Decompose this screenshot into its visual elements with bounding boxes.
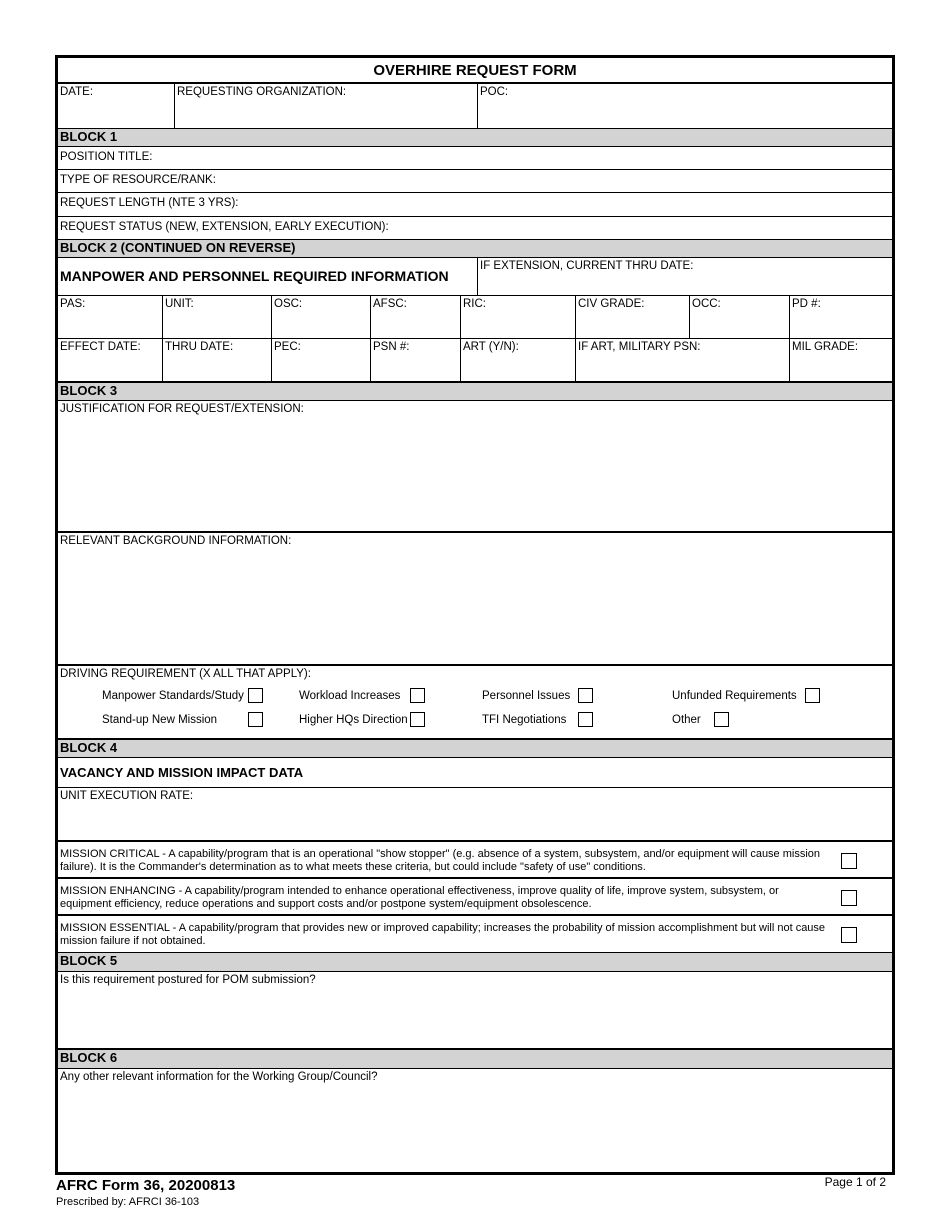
ric-field[interactable]: RIC: bbox=[461, 296, 576, 338]
form-id: AFRC Form 36, 20200813 bbox=[56, 1177, 236, 1194]
block4-heading: BLOCK 4 bbox=[60, 740, 118, 755]
pom-submission-field[interactable] bbox=[58, 972, 892, 1050]
mission-critical-checkbox[interactable] bbox=[841, 853, 857, 869]
mission-enhancing-text: MISSION ENHANCING - A capability/program intended to enhance operational effectiveness, improve quality of life, improve system, subsystem, or equipment efficiency, reduce operations and support costs and/or postpone system/equipment obsolescence. bbox=[60, 885, 779, 910]
option-higher-hqs-label: Higher HQs Direction bbox=[299, 714, 408, 726]
option-personnel-issues-label: Personnel Issues bbox=[482, 690, 571, 702]
option-personnel-issues-checkbox[interactable] bbox=[578, 688, 593, 703]
manpower-title-row bbox=[58, 258, 892, 296]
art-field[interactable]: ART (Y/N): bbox=[461, 339, 576, 381]
other-information-question: Any other relevant information for the Working Group/Council? bbox=[60, 1071, 378, 1083]
block6-header bbox=[58, 1050, 892, 1069]
mission-enhancing-checkbox[interactable] bbox=[841, 890, 857, 906]
personnel-row-1 bbox=[58, 296, 892, 339]
pec-field[interactable]: PEC: bbox=[272, 339, 371, 381]
effect-date-field[interactable]: EFFECT DATE: bbox=[58, 339, 163, 381]
pas-field[interactable]: PAS: bbox=[58, 296, 163, 338]
option-unfunded-requirements-label: Unfunded Requirements bbox=[672, 690, 797, 702]
page-number: Page 1 of 2 bbox=[824, 1175, 886, 1189]
block1-header bbox=[58, 129, 892, 147]
execution-rate-field[interactable] bbox=[58, 788, 892, 842]
option-manpower-standards-label: Manpower Standards/Study bbox=[102, 690, 244, 702]
vacancy-title-row bbox=[58, 758, 892, 788]
mil-grade-field[interactable]: MIL GRADE: bbox=[792, 341, 859, 353]
block2-header bbox=[58, 240, 892, 258]
vacancy-section-title: VACANCY AND MISSION IMPACT DATA bbox=[60, 765, 304, 780]
extension-thru-date-field[interactable]: IF EXTENSION, CURRENT THRU DATE: bbox=[480, 260, 694, 272]
thru-date-field[interactable]: THRU DATE: bbox=[163, 339, 272, 381]
option-workload-increases-label: Workload Increases bbox=[299, 690, 401, 702]
block5-header bbox=[58, 953, 892, 972]
request-status-row[interactable] bbox=[58, 217, 892, 240]
block2-heading: BLOCK 2 (CONTINUED ON REVERSE) bbox=[60, 240, 296, 255]
pd-number-field[interactable]: PD #: bbox=[792, 298, 821, 310]
resource-rank-row[interactable] bbox=[58, 170, 892, 193]
background-field[interactable] bbox=[58, 533, 892, 666]
form-title: OVERHIRE REQUEST FORM bbox=[373, 62, 577, 79]
request-length-label: REQUEST LENGTH (NTE 3 YRS): bbox=[60, 197, 239, 209]
position-title-label: POSITION TITLE: bbox=[60, 151, 153, 163]
block3-header bbox=[58, 383, 892, 401]
execution-rate-label: UNIT EXECUTION RATE: bbox=[60, 790, 194, 802]
resource-rank-label: TYPE OF RESOURCE/RANK: bbox=[60, 174, 216, 186]
mission-critical-text: MISSION CRITICAL - A capability/program that is an operational "show stopper" (e.g. absence of a system, subsystem, and/or equipment will cause mission failure). It is the Commander's determination as to what meets these criteria, but could include "safety of use" conditions. bbox=[60, 848, 821, 873]
option-other-label: Other bbox=[672, 714, 701, 726]
afsc-field[interactable]: AFSC: bbox=[371, 296, 461, 338]
form-title-row bbox=[58, 58, 892, 84]
manpower-title-cell bbox=[58, 258, 478, 295]
prescribed-by: Prescribed by: AFRCI 36-103 bbox=[56, 1196, 200, 1208]
option-standup-mission-label: Stand-up New Mission bbox=[102, 714, 218, 726]
option-manpower-standards-checkbox[interactable] bbox=[248, 688, 263, 703]
option-unfunded-requirements-checkbox[interactable] bbox=[805, 688, 820, 703]
civ-grade-field[interactable]: CIV GRADE: bbox=[576, 296, 690, 338]
mission-essential-checkbox[interactable] bbox=[841, 927, 857, 943]
mission-essential-row bbox=[58, 916, 892, 953]
block5-heading: BLOCK 5 bbox=[60, 953, 118, 968]
block4-header bbox=[58, 740, 892, 758]
request-status-label: REQUEST STATUS (NEW, EXTENSION, EARLY EXECUTION): bbox=[60, 221, 389, 233]
unit-field[interactable]: UNIT: bbox=[163, 296, 272, 338]
pom-submission-question: Is this requirement postured for POM submission? bbox=[60, 974, 316, 986]
mission-essential-text: MISSION ESSENTIAL - A capability/program that provides new or improved capability; increases the probability of mission accomplishment but will not cause mission failure if not obtained. bbox=[60, 922, 826, 947]
mission-critical-row bbox=[58, 842, 892, 879]
position-title-row[interactable] bbox=[58, 147, 892, 170]
background-label: RELEVANT BACKGROUND INFORMATION: bbox=[60, 535, 292, 547]
option-standup-mission-checkbox[interactable] bbox=[248, 712, 263, 727]
form-frame bbox=[55, 55, 895, 1175]
justification-label: JUSTIFICATION FOR REQUEST/EXTENSION: bbox=[60, 403, 304, 415]
requesting-organization-field[interactable]: REQUESTING ORGANIZATION: bbox=[175, 84, 478, 128]
block1-heading: BLOCK 1 bbox=[60, 129, 118, 144]
option-tfi-negotiations-checkbox[interactable] bbox=[578, 712, 593, 727]
date-field[interactable]: DATE: bbox=[58, 84, 175, 128]
driving-requirement-label: DRIVING REQUIREMENT (X ALL THAT APPLY): bbox=[60, 668, 311, 680]
option-other-checkbox[interactable] bbox=[714, 712, 729, 727]
block3-heading: BLOCK 3 bbox=[60, 383, 118, 398]
option-higher-hqs-checkbox[interactable] bbox=[410, 712, 425, 727]
driving-requirement-section bbox=[58, 666, 892, 740]
military-psn-field[interactable]: IF ART, MILITARY PSN: bbox=[576, 339, 790, 381]
mission-enhancing-row bbox=[58, 879, 892, 916]
occ-field[interactable]: OCC: bbox=[690, 296, 790, 338]
justification-field[interactable] bbox=[58, 401, 892, 533]
other-information-field[interactable] bbox=[58, 1069, 892, 1172]
option-workload-increases-checkbox[interactable] bbox=[410, 688, 425, 703]
block6-heading: BLOCK 6 bbox=[60, 1050, 118, 1065]
poc-field[interactable]: POC: bbox=[480, 86, 509, 98]
osc-field[interactable]: OSC: bbox=[272, 296, 371, 338]
manpower-section-title: MANPOWER AND PERSONNEL REQUIRED INFORMATION bbox=[60, 268, 449, 284]
request-length-row[interactable] bbox=[58, 193, 892, 217]
psn-field[interactable]: PSN #: bbox=[371, 339, 461, 381]
header-row bbox=[58, 84, 892, 129]
option-tfi-negotiations-label: TFI Negotiations bbox=[482, 714, 567, 726]
personnel-row-2 bbox=[58, 339, 892, 383]
